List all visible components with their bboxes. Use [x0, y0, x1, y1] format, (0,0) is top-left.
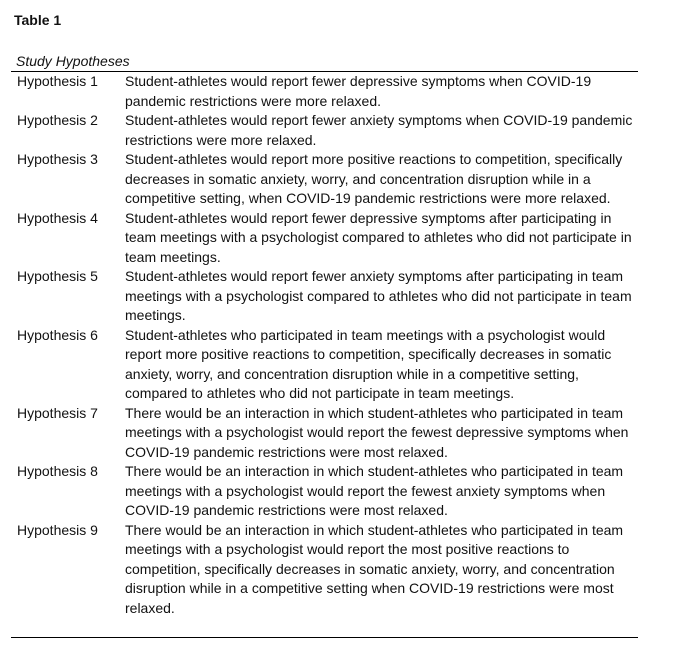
hypothesis-label: Hypothesis 5	[17, 268, 98, 284]
hypothesis-label: Hypothesis 7	[17, 404, 98, 421]
table-row	[17, 150, 637, 209]
hypothesis-label: Hypothesis 3	[17, 151, 98, 167]
hypothesis-text: There would be an interaction in which student-athletes who participated in team meetings with a psychologist would report the most positive reactions to competition, specifically decreases in somatic anxiety, worry, and concentration disruption while in a competitive setting when COVID-19 restrictions were most relaxed.	[125, 521, 624, 616]
table-row	[17, 111, 637, 150]
hypothesis-text: Student-athletes would report fewer depressive symptoms after participating in team meetings with a psychologist compared to athletes who did not participate in team meetings.	[125, 209, 632, 265]
hypothesis-text: Student-athletes would report fewer anxiety symptoms when COVID-19 pandemic restrictions were more relaxed.	[125, 112, 633, 148]
hypotheses-table	[17, 72, 637, 618]
table-row	[17, 521, 637, 619]
table-row	[17, 462, 637, 521]
table-row	[17, 267, 637, 326]
hypothesis-text: There would be an interaction in which student-athletes who participated in team meetings with a psychologist would report the fewest anxiety symptoms when COVID-19 pandemic restrictions were most relaxed.	[125, 463, 624, 518]
hypothesis-label: Hypothesis 9	[17, 521, 98, 538]
hypothesis-label: Hypothesis 1	[17, 73, 98, 89]
hypothesis-label: Hypothesis 8	[17, 463, 98, 479]
table-row	[17, 209, 637, 268]
table-bottom-rule	[11, 637, 638, 638]
hypothesis-label: Hypothesis 6	[17, 326, 98, 343]
table-row	[17, 72, 637, 111]
table-caption: Study Hypotheses	[16, 53, 130, 69]
hypothesis-text: Student-athletes would report more positive reactions to competition, specifically decreases in somatic anxiety, worry, and concentration disruption while in a competitive setting, when COVID-19 pandemic restrictions were more relaxed.	[125, 151, 623, 206]
hypothesis-text: Student-athletes would report fewer depressive symptoms when COVID-19 pandemic restrictions were more relaxed.	[125, 73, 592, 109]
table-number: Table 1	[14, 12, 62, 28]
hypothesis-text: There would be an interaction in which student-athletes who participated in team meetings with a psychologist would report the fewest depressive symptoms when COVID-19 pandemic restrictions were most relaxed.	[125, 404, 629, 460]
hypothesis-text: Student-athletes who participated in team meetings with a psychologist would report more positive reactions to competition, specifically decreases in somatic anxiety, worry, and concentration disruption while in a competitive setting, compared to athletes who did not participate in team meetings.	[125, 326, 612, 401]
table-row	[17, 326, 637, 404]
hypothesis-text: Student-athletes would report fewer anxiety symptoms after participating in team meetings with a psychologist compared to athletes who did not participate in team meetings.	[125, 268, 632, 323]
table-row	[17, 404, 637, 463]
hypothesis-label: Hypothesis 4	[17, 209, 98, 226]
hypothesis-label: Hypothesis 2	[17, 112, 98, 128]
